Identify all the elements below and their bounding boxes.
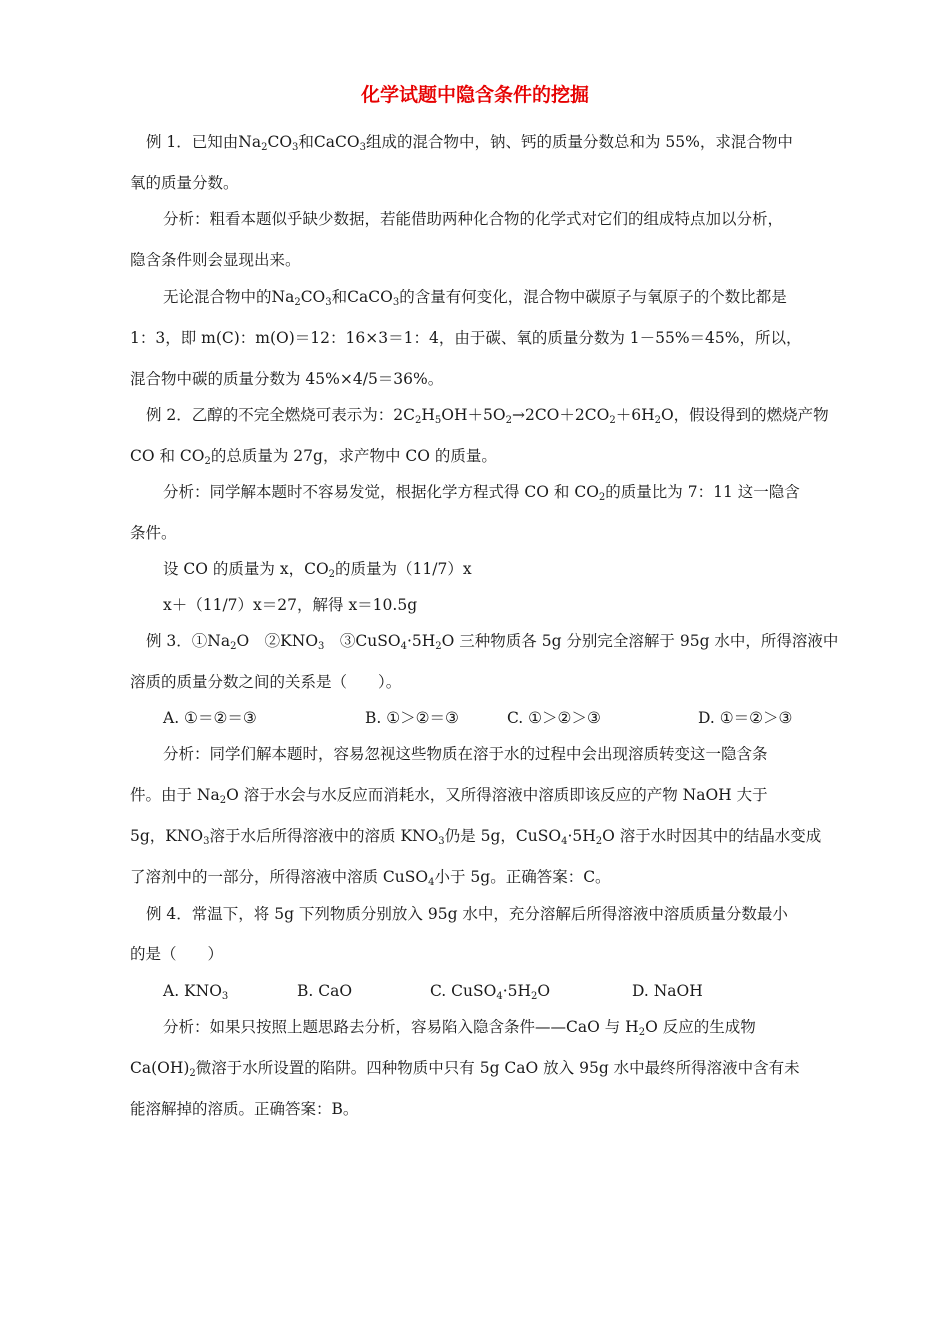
text-line: 1：3，即 m(C)：m(O)＝12：16×3＝1：4，由于碳、氧的质量分数为 1－55%＝45%，所以， — [130, 329, 802, 347]
text-line: 隐含条件则会显现出来。 — [130, 251, 301, 269]
text-line: 分析：如果只按照上题思路去分析，容易陷入隐含条件——CaO 与 $H_2O$ 反应的生成物 — [163, 1018, 756, 1038]
text-line: D. NaOH — [632, 982, 703, 1000]
text-line: $Ca(OH)_2$微溶于水所设置的陷阱。四种物质中只有 5g CaO 放入 95g 水中最终所得溶液中含有未 — [130, 1059, 800, 1079]
text-line: 氧的质量分数。 — [130, 174, 239, 192]
text-line: B. CaO — [297, 982, 353, 1000]
text-line: 了溶剂中的一部分，所得溶液中溶质 CuSO$_4$小于 5g。正确答案：C。 — [130, 868, 611, 888]
text-line: CO 和 $CO_2$的总质量为 27g，求产物中 CO 的质量。 — [130, 447, 497, 467]
text-line: 例 4．常温下，将 5g 下列物质分别放入 95g 水中，充分溶解后所得溶液中溶质质量分数最小 — [146, 905, 788, 923]
text-line: 溶质的质量分数之间的关系是（ ）。 — [130, 673, 402, 691]
text-line: 分析：粗看本题似乎缺少数据，若能借助两种化合物的化学式对它们的组成特点加以分析， — [163, 210, 784, 228]
text-line: 例 1．已知由$Na_2CO_3$和CaCO$_3$组成的混合物中，钠、钙的质量分数总和为 55%，求混合物中 — [146, 133, 793, 153]
text-line: 能溶解掉的溶质。正确答案：B。 — [130, 1100, 359, 1118]
text-line: A. ①＝②＝③ — [163, 709, 257, 727]
text-line: 件。由于 $Na_2O$ 溶于水会与水反应而消耗水，又所得溶液中溶质即该反应的产物 NaOH 大于 — [130, 786, 768, 806]
text-line: 混合物中碳的质量分数为 45%×4/5＝36%。 — [130, 370, 444, 388]
text-line: 例 3．$①Na_2O$ $②KNO_3$ $③CuSO_4\cdot 5H_2O$ 三种物质各 5g 分别完全溶解于 95g 水中，所得溶液中 — [146, 632, 839, 652]
text-line: 无论混合物中的$Na_2CO_3$和CaCO$_3$的含量有何变化，混合物中碳原子与氧原子的个数比都是 — [163, 288, 787, 308]
text-line: x＋（11/7）x＝27，解得 x＝10.5g — [163, 596, 418, 614]
text-line: D. ①＝②＞③ — [698, 709, 793, 727]
text-line: 5g，$KNO_3$溶于水后所得溶液中的溶质 $KNO_3$仍是 5g，$CuSO_4\cdot 5H_2O$ 溶于水时因其中的结晶水变成 — [130, 827, 822, 847]
text-line: C. $CuSO_4\cdot 5H_2O$ — [430, 982, 551, 1002]
page-title: 化学试题中隐含条件的挖掘 — [360, 84, 589, 106]
text-line: 条件。 — [130, 524, 177, 542]
text-line: C. ①＞②＞③ — [507, 709, 601, 727]
text-line: 分析：同学解本题时不容易发觉，根据化学方程式得 CO 和 $CO_2$的质量比为 7：11 这一隐含 — [163, 483, 800, 503]
text-line: 例 2．乙醇的不完全燃烧可表示为：$2C_2H_5OH+5O_2\to 2CO+2CO_2+6H_2O$，假设得到的燃烧产物 — [146, 406, 829, 426]
text-line: A. $KNO_3$ — [163, 982, 229, 1002]
text-line: 设 CO 的质量为 x，$CO_2$的质量为（11/7）x — [163, 560, 472, 580]
text-line: 的是（ ） — [130, 945, 224, 963]
text-line: 分析：同学们解本题时，容易忽视这些物质在溶于水的过程中会出现溶质转变这一隐含条 — [163, 745, 768, 763]
text-line: B. ①＞②＝③ — [365, 709, 459, 727]
